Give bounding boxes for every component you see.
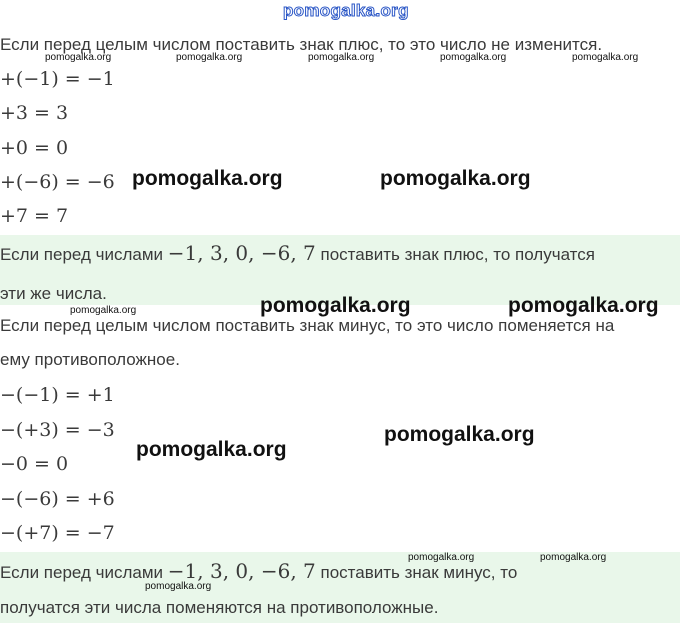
summary-numbers: −1, 3, 0, −6, 7 <box>167 559 316 583</box>
header-watermark: pomogalka.org <box>283 1 409 20</box>
minus-rule-text-line1: Если перед целым числом поставить знак минус, то это число поменяется на <box>0 316 615 335</box>
watermark-small: pomogalka.org <box>572 52 639 63</box>
minus-summary-line1 <box>0 561 517 583</box>
summary-text-before: Если перед числами <box>0 563 164 582</box>
equation-plus-3: +0 = 0 <box>0 137 69 159</box>
plus-summary-line2: эти же числа. <box>0 284 107 303</box>
watermark-small: pomogalka.org <box>440 52 507 63</box>
watermark-big: pomogalka.org <box>260 294 411 317</box>
watermark-big: pomogalka.org <box>136 438 287 461</box>
minus-summary-line2: получатся эти числа поменяются на противоположные. <box>0 598 439 617</box>
watermark-big: pomogalka.org <box>380 167 531 190</box>
equation-minus-2: −(+3) = −3 <box>0 419 115 441</box>
equation-minus-5: −(+7) = −7 <box>0 522 115 544</box>
watermark-big: pomogalka.org <box>508 294 659 317</box>
plus-rule-text: Если перед целым числом поставить знак плюс, то это число не изменится. <box>0 35 603 54</box>
equation-plus-5: +7 = 7 <box>0 205 69 227</box>
summary-text-after: поставить знак минус, то <box>320 563 518 582</box>
watermark-small: pomogalka.org <box>308 52 375 63</box>
watermark-small: pomogalka.org <box>408 552 475 563</box>
equation-plus-4: +(−6) = −6 <box>0 171 115 193</box>
equation-minus-4: −(−6) = +6 <box>0 488 115 510</box>
watermark-big: pomogalka.org <box>384 423 535 446</box>
watermark-small: pomogalka.org <box>45 52 112 63</box>
watermark-big: pomogalka.org <box>132 167 283 190</box>
watermark-small: pomogalka.org <box>540 552 607 563</box>
equation-plus-2: +3 = 3 <box>0 102 69 124</box>
minus-rule-text-line2: ему противоположное. <box>0 350 180 369</box>
summary-text-before: Если перед числами <box>0 245 164 264</box>
equation-plus-1: +(−1) = −1 <box>0 68 115 90</box>
watermark-small: pomogalka.org <box>176 52 243 63</box>
watermark-small: pomogalka.org <box>145 581 212 592</box>
watermark-small: pomogalka.org <box>70 305 137 316</box>
summary-numbers: −1, 3, 0, −6, 7 <box>167 241 316 265</box>
equation-minus-3: −0 = 0 <box>0 453 69 475</box>
equation-minus-1: −(−1) = +1 <box>0 384 115 406</box>
summary-text-after: поставить знак плюс, то получатся <box>320 245 595 264</box>
plus-summary-line1 <box>0 243 595 265</box>
